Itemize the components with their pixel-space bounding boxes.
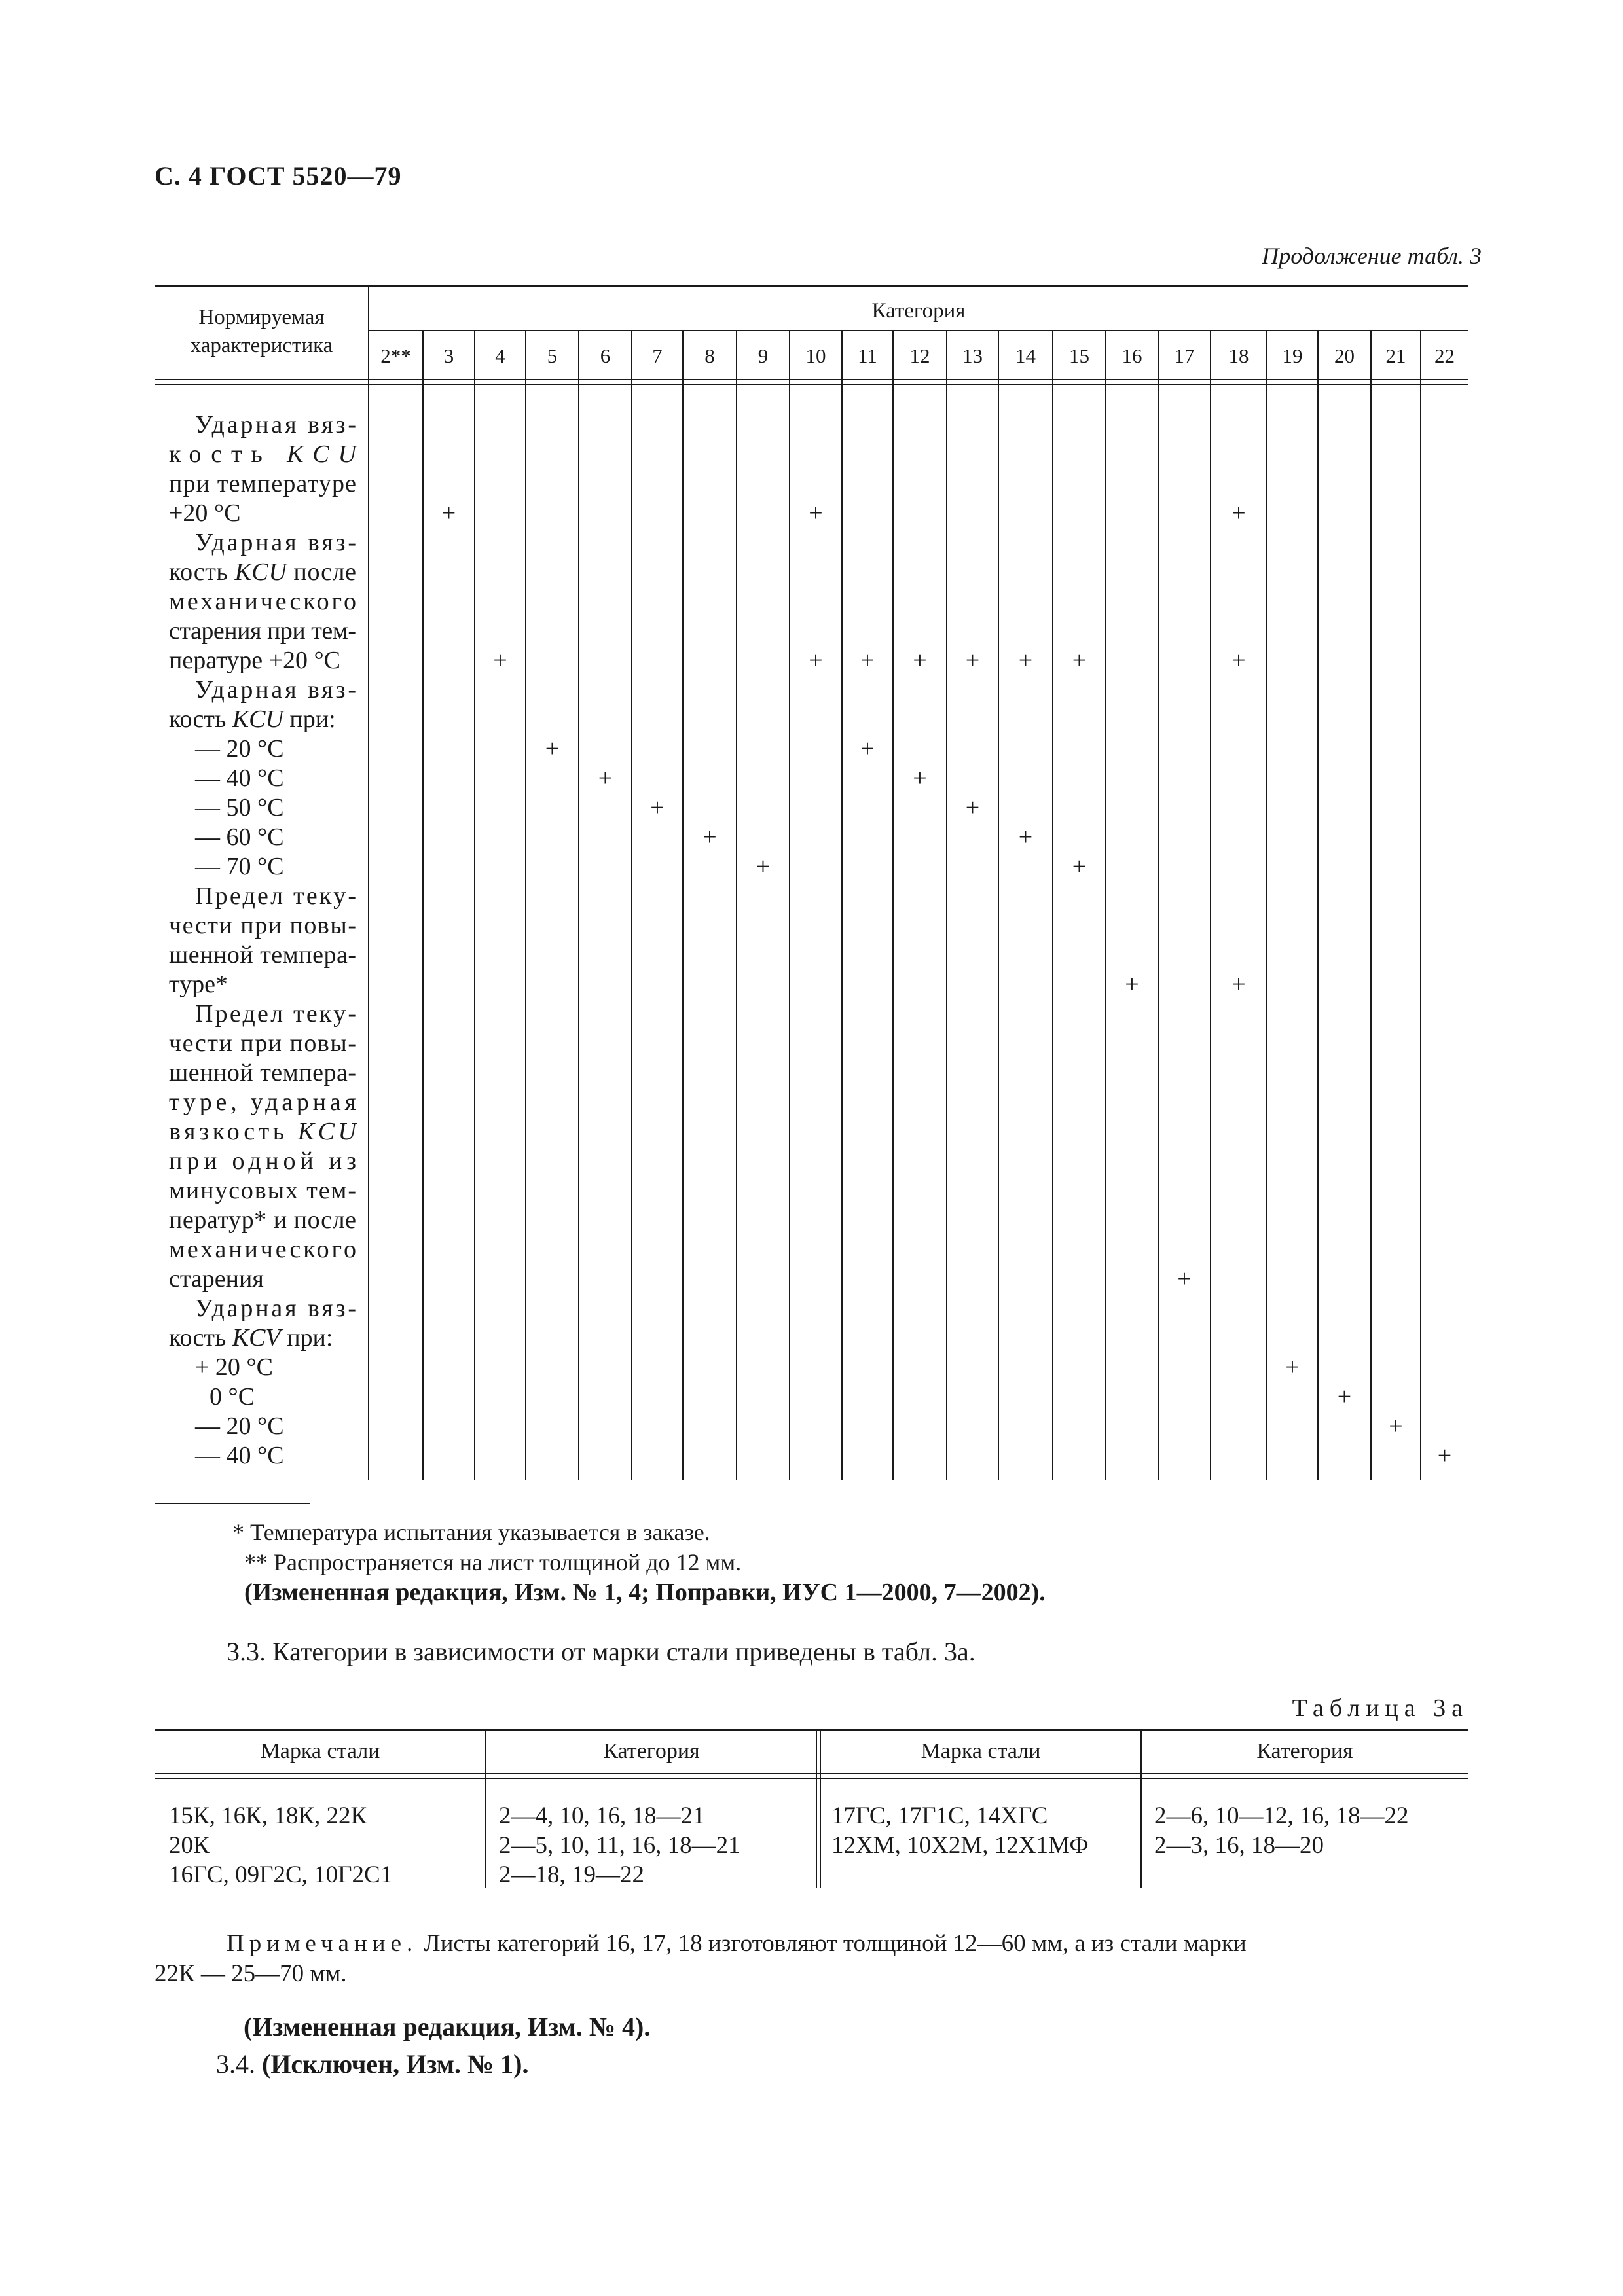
plus-mark: +: [965, 794, 980, 821]
row-label-line: минусовых тем-: [169, 1177, 356, 1204]
table-3a-cell: 2—5, 10, 11, 16, 18—21: [499, 1832, 740, 1859]
row-label-line: пературе +20 °С: [169, 647, 341, 674]
plus-mark: +: [1072, 647, 1087, 674]
plus-mark: +: [1125, 971, 1139, 998]
paragraph-3-4-text: (Исключен, Изм. № 1).: [262, 2049, 529, 2079]
paragraph-3-4: [216, 2049, 528, 2079]
category-number: 11: [858, 344, 877, 367]
edition-note: (Измененная редакция, Изм. № 1, 4; Поправки, ИУС 1—2000, 7—2002).: [244, 1579, 1046, 1606]
table-3a-cell: 12ХМ, 10Х2М, 12Х1МФ: [831, 1832, 1089, 1859]
edition-note-4: (Измененная редакция, Изм. № 4).: [244, 2012, 651, 2041]
table-3a-cell: 16ГС, 09Г2С, 10Г2С1: [169, 1861, 393, 1888]
category-number: 21: [1385, 344, 1406, 367]
plus-mark: +: [493, 647, 507, 674]
category-number: 6: [600, 344, 611, 367]
row-label-line: — 40 °С: [195, 1442, 284, 1469]
plus-mark: +: [650, 794, 665, 821]
plus-mark: +: [1337, 1383, 1352, 1410]
row-label-line: шенной темпера-: [169, 1059, 356, 1086]
row-label-line: — 20 °С: [195, 735, 284, 762]
plus-mark: +: [809, 647, 823, 674]
category-number: 8: [704, 344, 715, 367]
row-label-line: Предел теку-: [195, 1000, 356, 1028]
category-number: 2**: [380, 344, 411, 367]
plus-mark: +: [1072, 853, 1087, 880]
category-number: 19: [1282, 344, 1303, 367]
table-3a-header-category-1: Категория: [603, 1739, 700, 1763]
row-label-line: вязкость KCU: [169, 1118, 356, 1145]
table-3a: [0, 1728, 1623, 1924]
row-label-line: Ударная вяз-: [195, 411, 356, 439]
row-label-line: шенной темпера-: [169, 941, 356, 969]
row-label-line: кость KCU: [169, 440, 356, 468]
plus-mark: +: [965, 647, 980, 674]
table-3a-cell: 17ГС, 17Г1С, 14ХГС: [831, 1803, 1048, 1829]
row-label-line: при одной из: [169, 1147, 356, 1175]
row-label-line: старения при тем-: [169, 617, 356, 645]
note-text-1: Листы категорий 16, 17, 18 изготовляют толщиной 12—60 мм, а из стали марки: [424, 1930, 1247, 1957]
row-label-line: — 20 °С: [195, 1412, 284, 1440]
table-3a-cell: 2—3, 16, 18—20: [1154, 1832, 1324, 1859]
plus-mark: +: [1231, 647, 1246, 674]
row-label-line: кость KCU при:: [169, 706, 336, 733]
row-label-line: туре, ударная: [169, 1088, 356, 1116]
category-number: 4: [495, 344, 505, 367]
footnote-rule: [155, 1503, 310, 1504]
plus-mark: +: [860, 735, 875, 762]
row-label-line: механического: [169, 588, 356, 615]
row-label-line: + 20 °С: [195, 1354, 273, 1381]
plus-mark: +: [1018, 647, 1033, 674]
row-label-line: ператур* и после: [169, 1206, 356, 1234]
plus-mark: +: [1231, 499, 1246, 527]
row-label-line: старения: [169, 1265, 264, 1293]
category-number: 9: [757, 344, 769, 367]
table-3a-header-grade-2: Марка стали: [921, 1739, 1041, 1763]
plus-mark: +: [441, 499, 456, 527]
row-label-line: механического: [169, 1236, 356, 1263]
category-number: 10: [805, 344, 826, 367]
header-characteristic: характеристика: [190, 334, 333, 357]
table-3a-title: Таблица 3а: [1292, 1695, 1468, 1722]
category-number: 3: [443, 344, 454, 367]
category-number: 15: [1069, 344, 1089, 367]
table-3a-cell: 2—18, 19—22: [499, 1861, 644, 1888]
paragraph-3-4-number: 3.4.: [216, 2049, 255, 2079]
plus-mark: +: [1231, 971, 1246, 998]
category-number: 12: [909, 344, 930, 367]
table-3a-cell: 2—6, 10—12, 16, 18—22: [1154, 1803, 1409, 1829]
row-label-line: +20 °С: [169, 499, 241, 527]
row-label-line: Предел теку-: [195, 882, 356, 910]
table-3a-header-category-2: Категория: [1256, 1739, 1353, 1763]
row-label-line: Ударная вяз-: [195, 1295, 356, 1322]
paragraph-3-3: 3.3. Категории в зависимости от марки стали приведены в табл. 3а.: [227, 1637, 976, 1666]
row-label-line: Ударная вяз-: [195, 529, 356, 556]
category-number: 13: [962, 344, 983, 367]
category-number: 20: [1334, 344, 1355, 367]
row-label-line: при температуре: [169, 470, 356, 497]
row-label-line: чести при повы-: [169, 1030, 356, 1057]
plus-mark: +: [598, 764, 613, 792]
note-text-2: 22К — 25—70 мм.: [155, 1960, 347, 1987]
plus-mark: +: [1018, 823, 1033, 851]
category-number: 18: [1228, 344, 1249, 367]
plus-mark: +: [860, 647, 875, 674]
plus-mark: +: [1389, 1412, 1403, 1440]
category-number: 7: [652, 344, 663, 367]
table-3a-cell: 2—4, 10, 16, 18—21: [499, 1803, 705, 1829]
row-label-line: 0 °С: [210, 1383, 255, 1410]
row-label-line: — 40 °С: [195, 764, 284, 792]
category-number: 5: [547, 344, 558, 367]
plus-mark: +: [1285, 1354, 1300, 1381]
category-number: 22: [1434, 344, 1455, 367]
plus-mark: +: [913, 647, 927, 674]
plus-mark: +: [809, 499, 823, 527]
header-category: Категория: [871, 299, 966, 323]
plus-mark: +: [1437, 1442, 1452, 1469]
plus-mark: +: [756, 853, 771, 880]
note-label: Примечание.: [227, 1930, 418, 1957]
row-label-line: чести при повы-: [169, 912, 356, 939]
category-number: 14: [1015, 344, 1036, 367]
row-label-line: кость KCV при:: [169, 1324, 333, 1352]
row-label-line: — 60 °С: [195, 823, 284, 851]
category-number: 16: [1122, 344, 1142, 367]
header-characteristic: Нормируемая: [198, 306, 325, 329]
row-label-line: — 70 °С: [195, 853, 284, 880]
note-paragraph: [155, 1929, 1468, 1959]
category-number: 17: [1174, 344, 1195, 367]
page-header: С. 4 ГОСТ 5520—79: [155, 161, 402, 190]
row-label-line: кость KCU после: [169, 558, 356, 586]
plus-mark: +: [913, 764, 927, 792]
table-3a-header-grade-1: Марка стали: [260, 1739, 380, 1763]
plus-mark: +: [1177, 1265, 1192, 1293]
footnote-1: * Температура испытания указывается в заказе.: [232, 1519, 710, 1545]
table-3a-cell: 15К, 16К, 18К, 22К: [169, 1803, 367, 1829]
row-label-line: туре*: [169, 971, 228, 998]
table-continuation-label: Продолжение табл. 3: [1262, 243, 1482, 269]
table-3a-cell: 20К: [169, 1832, 210, 1859]
plus-mark: +: [702, 823, 717, 851]
plus-mark: +: [545, 735, 560, 762]
row-label-line: Ударная вяз-: [195, 676, 356, 704]
footnote-2: ** Распространяется на лист толщиной до 12 мм.: [244, 1549, 742, 1575]
row-label-line: — 50 °С: [195, 794, 284, 821]
